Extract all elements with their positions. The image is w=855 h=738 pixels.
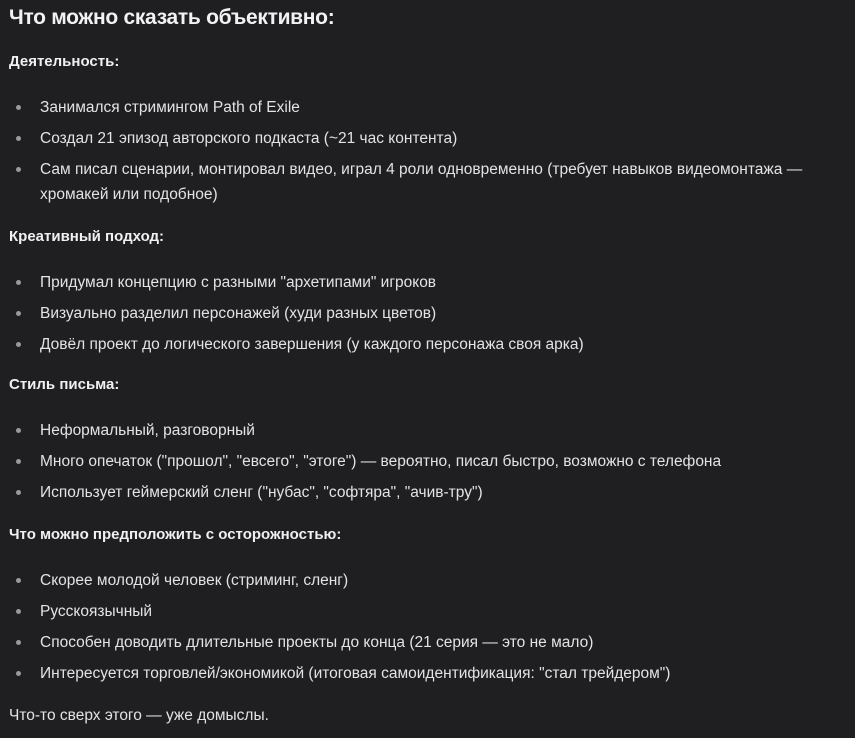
section-heading: Креативный подход:: [9, 228, 165, 245]
bullet-icon: [16, 136, 21, 141]
list-item-text: Много опечаток ("прошол", "евсего", "этоге") — вероятно, писал быстро, возможно с телефона: [40, 453, 722, 470]
section-heading: Что можно предположить с осторожностью:: [9, 526, 342, 543]
closing-text: Что-то сверх этого — уже домыслы.: [9, 707, 269, 724]
bullet-icon: [16, 105, 21, 110]
section-assumptions: [9, 525, 849, 686]
section-writing-style: [9, 375, 849, 505]
list-item-text: Неформальный, разговорный: [40, 422, 255, 439]
bullet-icon: [16, 428, 21, 433]
list-item: [9, 95, 849, 120]
list-item: [9, 126, 849, 151]
list-item-text: Интересуется торговлей/экономикой (итоговая самоидентификация: "стал трейдером"): [40, 665, 671, 682]
list-item-text: Использует геймерский сленг ("нубас", "софтяра", "ачив-тру"): [40, 484, 483, 501]
bullet-list: [9, 568, 849, 686]
list-item-text: Скорее молодой человек (стриминг, сленг): [40, 572, 349, 589]
message-title: Что можно сказать объективно:: [9, 6, 335, 29]
list-item-text: Придумал концепцию с разными "архетипами" игроков: [40, 274, 437, 291]
section-heading: Деятельность:: [9, 53, 120, 70]
list-item: [9, 449, 849, 474]
list-item: [9, 661, 849, 686]
bullet-icon: [16, 342, 21, 347]
list-item: [9, 630, 849, 655]
list-item-text: Способен доводить длительные проекты до конца (21 серия — это не мало): [40, 634, 594, 651]
list-item: [9, 480, 849, 505]
bullet-icon: [16, 578, 21, 583]
bullet-icon: [16, 671, 21, 676]
list-item: [9, 418, 849, 443]
list-item: [9, 157, 849, 207]
bullet-icon: [16, 167, 21, 172]
list-item-text: Занимался стримингом Path of Exile: [40, 99, 300, 116]
bullet-icon: [16, 459, 21, 464]
section-creative: [9, 227, 849, 357]
bullet-icon: [16, 490, 21, 495]
bullet-icon: [16, 311, 21, 316]
bullet-list: [9, 270, 849, 357]
list-item: [9, 301, 849, 326]
list-item-text: Русскоязычный: [40, 603, 153, 620]
bullet-icon: [16, 640, 21, 645]
list-item: [9, 568, 849, 593]
list-item: [9, 270, 849, 295]
list-item-text: Сам писал сценарии, монтировал видео, играл 4 роли одновременно (требует навыков видеомонтажа — хромакей или подобное): [40, 161, 803, 203]
section-heading: Стиль письма:: [9, 376, 120, 393]
bullet-icon: [16, 280, 21, 285]
bullet-list: [9, 95, 849, 207]
list-item-text: Довёл проект до логического завершения (у каждого персонажа своя арка): [40, 336, 584, 353]
list-item: [9, 332, 849, 357]
list-item: [9, 599, 849, 624]
section-activity: [9, 52, 849, 207]
list-item-text: Создал 21 эпизод авторского подкаста (~21 час контента): [40, 130, 458, 147]
message-content: [9, 0, 849, 727]
bullet-icon: [16, 609, 21, 614]
list-item-text: Визуально разделил персонажей (худи разных цветов): [40, 305, 437, 322]
bullet-list: [9, 418, 849, 505]
